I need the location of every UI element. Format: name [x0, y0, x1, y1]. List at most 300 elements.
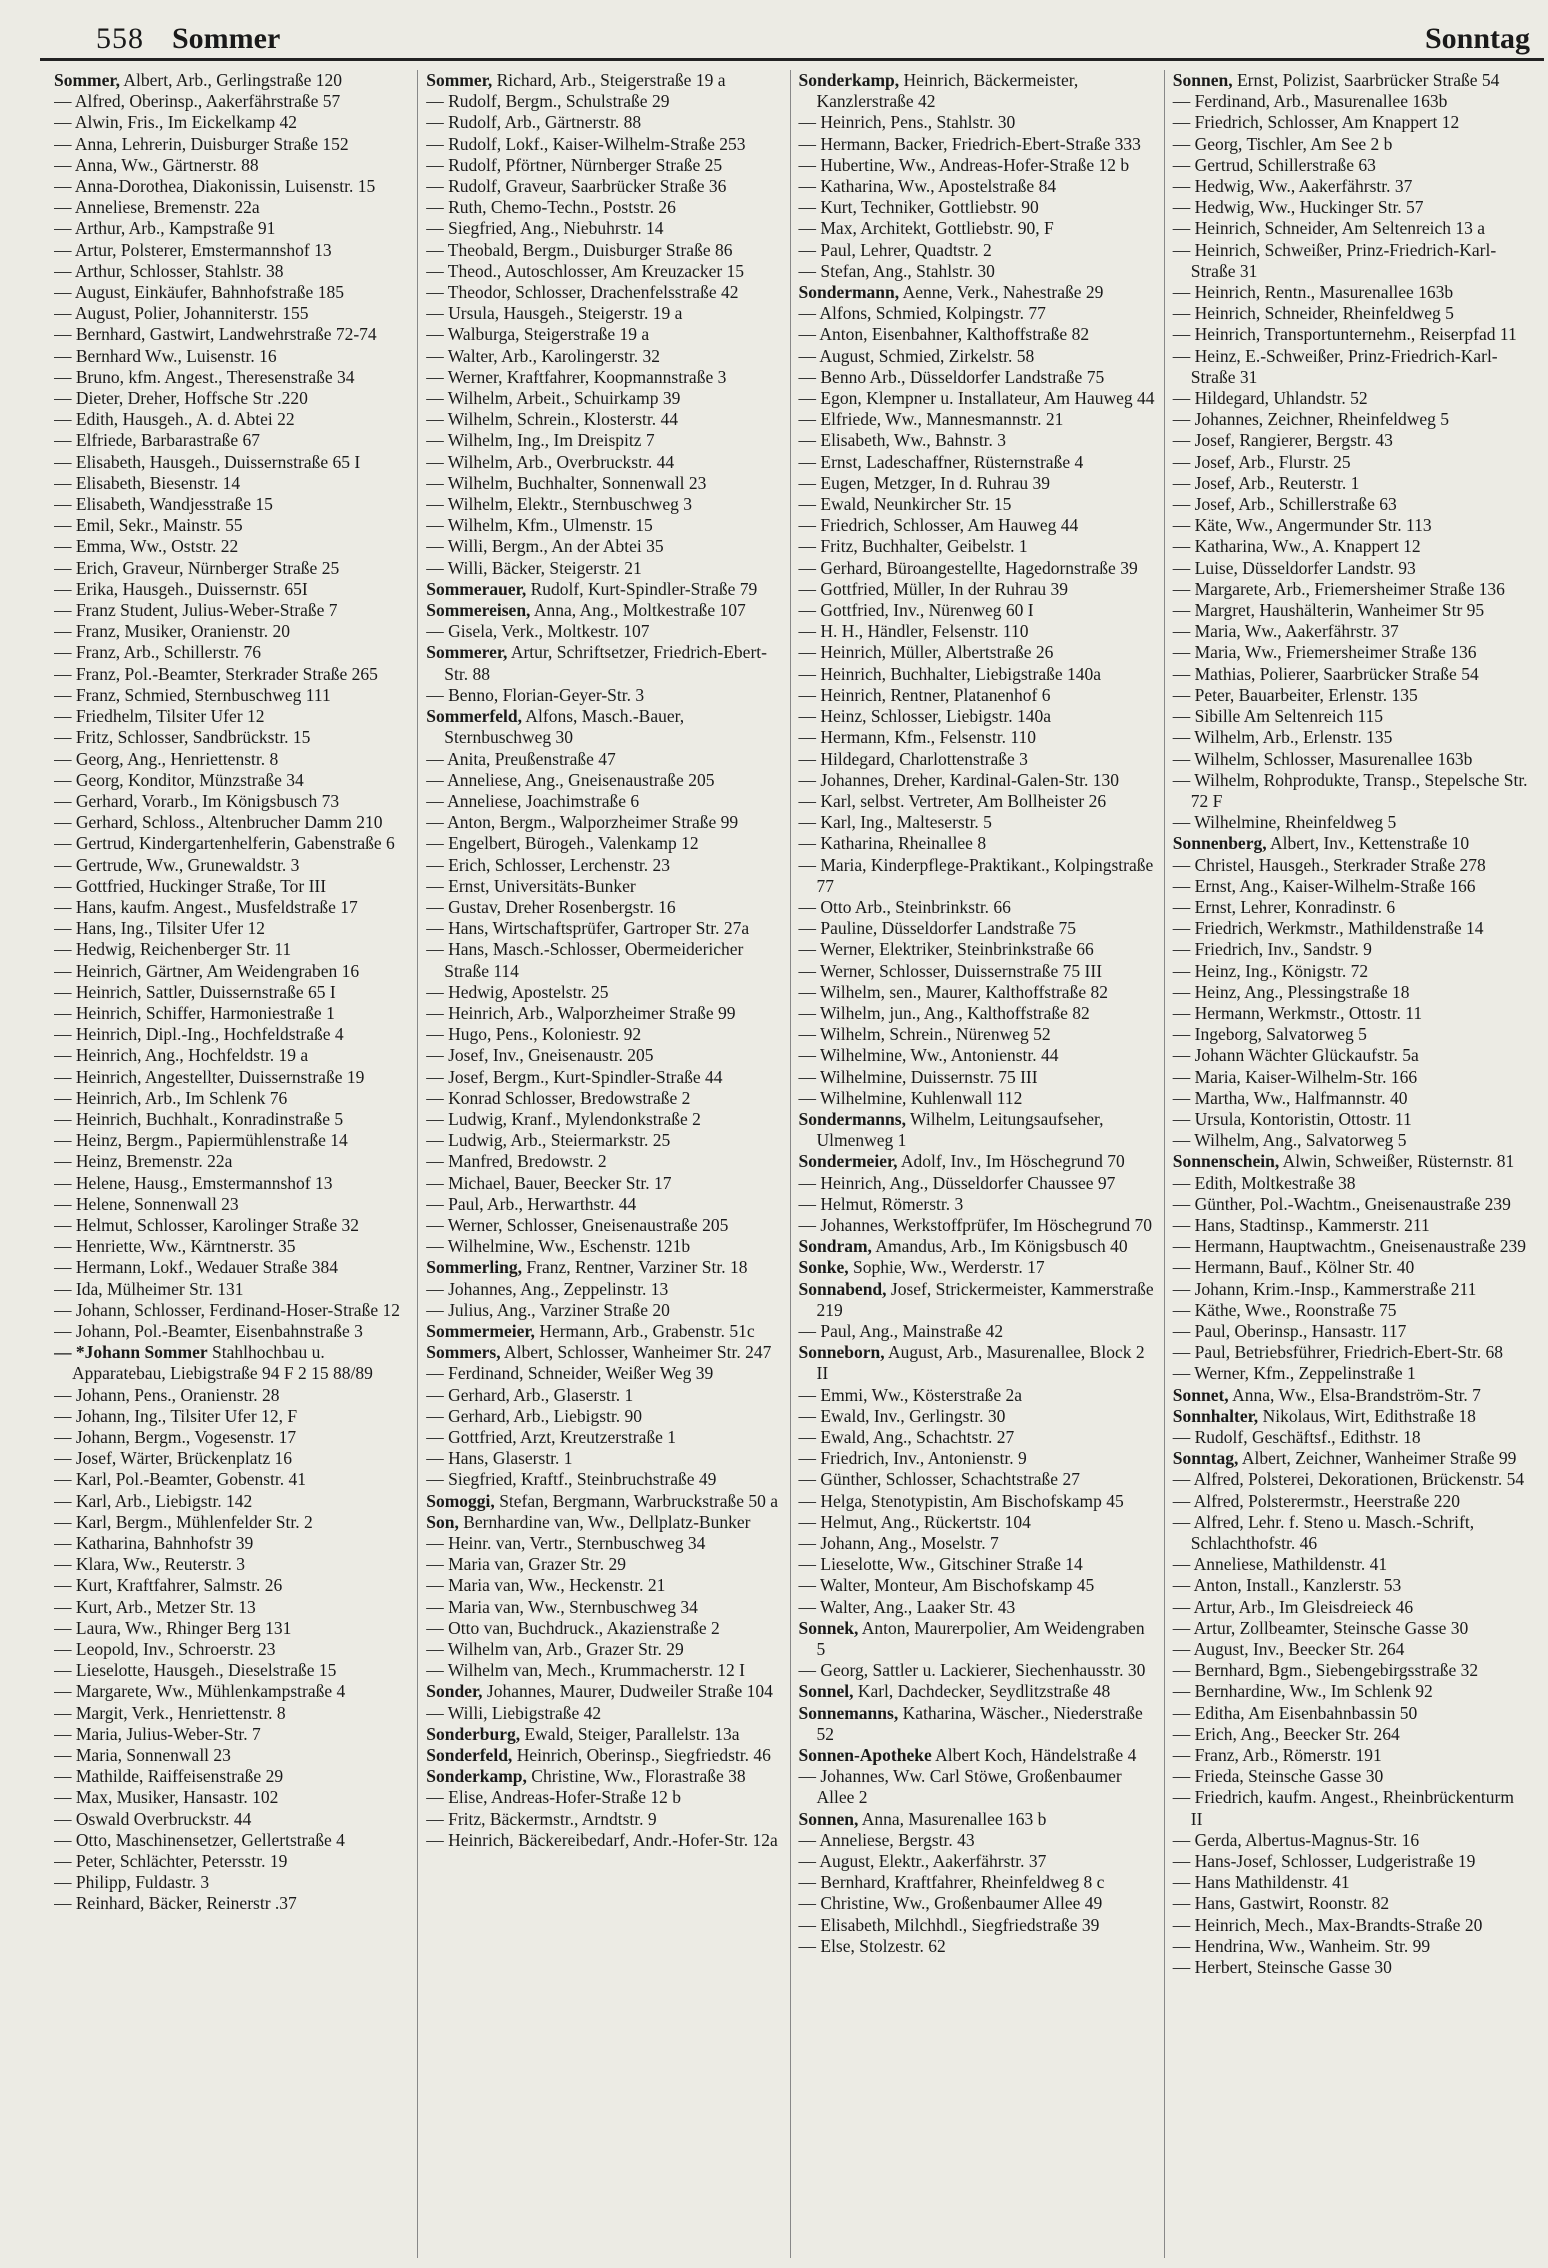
directory-entry	[799, 1406, 1156, 1427]
directory-entry	[426, 918, 781, 939]
directory-entry	[1173, 176, 1528, 197]
entry-details: — Elfriede, Ww., Mannesmannstr. 21	[798, 409, 1064, 430]
entry-details: — Walburga, Steigerstraße 19 a	[426, 324, 650, 345]
entry-details: Anna, Ang., Moltkestraße 107	[530, 600, 746, 621]
entry-details: — Hans, Gastwirt, Roonstr. 82	[1172, 1893, 1390, 1914]
entry-details: — Ferdinand, Schneider, Weißer Weg 39	[426, 1363, 714, 1384]
entry-details: — Laura, Ww., Rhinger Berg 131	[54, 1617, 292, 1638]
entry-details: — Ewald, Neunkircher Str. 15	[798, 494, 1012, 515]
directory-entry	[54, 1003, 409, 1024]
directory-entry	[54, 1618, 409, 1639]
directory-entry	[426, 430, 781, 451]
directory-entry	[54, 600, 409, 621]
entry-details: — Franz, Arb., Schillerstr. 76	[54, 642, 262, 663]
directory-entry	[799, 452, 1156, 473]
directory-entry	[54, 282, 409, 303]
entry-details: — Johann, Bergm., Vogesenstr. 17	[54, 1427, 297, 1447]
directory-entry	[799, 770, 1156, 791]
entry-details: — Ludwig, Kranf., Mylendonkstraße 2	[426, 1108, 701, 1129]
directory-entry	[426, 1809, 781, 1830]
directory-entry	[426, 1236, 781, 1257]
entry-details: — Helene, Sonnenwall 23	[54, 1193, 239, 1214]
directory-entry	[426, 1745, 781, 1766]
entry-details: — Reinhard, Bäcker, Reinerstr .37	[54, 1893, 297, 1914]
entry-details: Christine, Ww., Florastraße 38	[526, 1766, 746, 1787]
directory-entry	[1173, 939, 1528, 960]
entry-details: Stahlhochbau u. Apparatebau, Liebigstraße 94 F 2 15 88/89	[72, 1342, 373, 1384]
entry-surname: Son,	[426, 1511, 459, 1532]
directory-entry	[1173, 1342, 1528, 1363]
directory-entry	[799, 1597, 1156, 1618]
entry-details: — Wilhelm, Rohprodukte, Transp., Stepelsche Str. 72 F	[1172, 769, 1528, 811]
entry-details: — Edith, Hausgeh., A. d. Abtei 22	[54, 409, 295, 430]
entry-details: — Heinrich, Buchhalt., Konradinstraße 5	[54, 1108, 344, 1129]
entry-details: — Heinrich, Schneider, Rheinfeldweg 5	[1172, 303, 1454, 324]
directory-entry	[1173, 558, 1528, 579]
directory-entry	[1173, 1130, 1528, 1151]
entry-details: — Herbert, Steinsche Gasse 30	[1172, 1957, 1392, 1978]
directory-entry	[799, 1872, 1156, 1893]
directory-entry	[426, 621, 781, 642]
entry-details: — Alfred, Lehr. f. Steno u. Masch.-Schrift, Schlachthofstr. 46	[1172, 1511, 1475, 1554]
directory-entry	[1173, 155, 1528, 176]
entry-details: — Maria, Kaiser-Wilhelm-Str. 166	[1172, 1066, 1418, 1087]
entry-details: — Mathias, Polierer, Saarbrücker Straße 54	[1172, 663, 1479, 684]
directory-entry	[1173, 1257, 1528, 1278]
directory-entry	[1173, 579, 1528, 600]
directory-entry	[799, 1385, 1156, 1406]
entry-details: — Pauline, Düsseldorfer Landstraße 75	[798, 918, 1076, 939]
directory-entry	[1173, 1872, 1528, 1893]
directory-entry	[799, 642, 1156, 663]
entry-details: — Georg, Konditor, Münzstraße 34	[54, 769, 304, 790]
entry-surname: Somoggi,	[426, 1490, 495, 1511]
directory-entry	[54, 134, 409, 155]
entry-details: — Wilhelm, Arbeit., Schuirkamp 39	[426, 388, 681, 409]
directory-entry	[799, 1533, 1156, 1554]
directory-entry	[1173, 1448, 1528, 1469]
entry-details: — Artur, Polsterer, Emstermannshof 13	[54, 239, 332, 260]
directory-entry	[426, 1130, 781, 1151]
entry-details: — Otto, Maschinensetzer, Gellertstraße 4	[54, 1829, 345, 1850]
entry-details: — Wilhelm, jun., Ang., Kalthoffstraße 82	[798, 1002, 1090, 1023]
entry-details: — Theod., Autoschlosser, Am Kreuzacker 15	[426, 260, 745, 281]
entry-details: — Maria, Sonnenwall 23	[54, 1745, 231, 1766]
directory-entry	[54, 1660, 409, 1681]
directory-entry	[1173, 1618, 1528, 1639]
directory-entry	[1173, 1703, 1528, 1724]
directory-entry	[54, 91, 409, 112]
directory-entry	[54, 1851, 409, 1872]
page-header	[56, 14, 1540, 62]
entry-details: — Mathilde, Raiffeisenstraße 29	[54, 1766, 284, 1787]
directory-entry	[426, 1491, 781, 1512]
directory-entry	[1173, 1512, 1528, 1554]
directory-entry	[54, 1745, 409, 1766]
directory-entry	[799, 833, 1156, 854]
entry-details: — Ernst, Ladeschaffner, Rüsternstraße 4	[798, 451, 1084, 472]
entry-details: — Johann, Pens., Oranienstr. 28	[54, 1384, 280, 1405]
entry-details: — Alfred, Oberinsp., Aakerfährstraße 57	[54, 91, 341, 112]
entry-details: — Ludwig, Arb., Steiermarkstr. 25	[426, 1130, 671, 1151]
entry-details: — Bruno, kfm. Angest., Theresenstraße 34	[54, 366, 355, 387]
directory-entry	[54, 430, 409, 451]
directory-entry	[54, 1724, 409, 1745]
directory-entry	[426, 1554, 781, 1575]
entry-details: Ernst, Polizist, Saarbrücker Straße 54	[1232, 70, 1500, 90]
column-2	[417, 70, 789, 2258]
directory-entry	[54, 1385, 409, 1406]
directory-entry	[426, 1406, 781, 1427]
directory-entry	[54, 1427, 409, 1448]
entry-details: — August, Inv., Beecker Str. 264	[1172, 1639, 1405, 1660]
entry-surname: Sonderburg,	[426, 1723, 521, 1744]
entry-details: — Henriette, Ww., Kärntnerstr. 35	[54, 1236, 296, 1257]
entry-details: — Ernst, Lehrer, Konradinstr. 6	[1172, 896, 1396, 917]
directory-entry	[426, 1766, 781, 1787]
directory-entry	[54, 452, 409, 473]
directory-entry	[426, 706, 781, 748]
directory-entry	[426, 1151, 781, 1172]
directory-entry	[1173, 324, 1528, 345]
directory-entry	[54, 1130, 409, 1151]
entry-details: — Anneliese, Mathildenstr. 41	[1172, 1554, 1388, 1575]
entry-details: — Hermann, Werkmstr., Ottostr. 11	[1172, 1002, 1423, 1023]
directory-entry	[799, 1194, 1156, 1215]
entry-surname: Sonnabend,	[798, 1278, 887, 1299]
directory-entry	[426, 388, 781, 409]
entry-details: — Werner, Kfm., Zeppelinstraße 1	[1172, 1363, 1416, 1384]
entry-details: — Heinz, Ing., Königstr. 72	[1172, 960, 1369, 981]
directory-entry	[426, 1533, 781, 1554]
directory-entry	[799, 1491, 1156, 1512]
directory-entry	[799, 388, 1156, 409]
entry-surname: Sonnenberg,	[1172, 833, 1267, 854]
entry-details: — Gertrud, Kindergartenhelferin, Gabenstraße 6	[54, 833, 395, 854]
entry-details: — Gerhard, Schloss., Altenbrucher Damm 210	[54, 812, 383, 833]
entry-details: — Heinrich, Buchhalter, Liebigstraße 140a	[798, 663, 1102, 684]
entry-details: — Anna, Ww., Gärtnerstr. 88	[54, 154, 259, 175]
entry-details: — Alwin, Fris., Im Eickelkamp 42	[54, 112, 298, 133]
directory-entry	[1173, 473, 1528, 494]
entry-details: — Hans, Wirtschaftsprüfer, Gartroper Str. 27a	[426, 918, 750, 939]
directory-entry	[54, 1491, 409, 1512]
entry-details: Rudolf, Kurt-Spindler-Straße 79	[526, 578, 758, 599]
entry-details: — Bernhardine, Ww., Im Schlenk 92	[1172, 1681, 1433, 1702]
directory-entry	[426, 324, 781, 345]
entry-details: — Karl, Bergm., Mühlenfelder Str. 2	[54, 1511, 313, 1532]
entry-details: — Bernhard Ww., Luisenstr. 16	[54, 345, 277, 366]
entry-details: — Johannes, Werkstoffprüfer, Im Höschegrund 70	[798, 1214, 1152, 1235]
directory-entry	[426, 876, 781, 897]
entry-details: — Anna-Dorothea, Diakonissin, Luisenstr. 15	[54, 176, 376, 197]
entry-details: — Hans, Glaserstr. 1	[426, 1448, 573, 1469]
directory-entry	[799, 112, 1156, 133]
entry-details: — Paul, Lehrer, Quadtstr. 2	[798, 239, 992, 260]
directory-entry	[54, 961, 409, 982]
header-right-keyword: Sonntag	[1424, 22, 1530, 55]
entry-details: — Heinz, E.-Schweißer, Prinz-Friedrich-Karl-Straße 31	[1172, 345, 1498, 387]
directory-entry	[1173, 70, 1528, 91]
entry-details: — Friedrich, kaufm. Angest., Rheinbrückenturm II	[1172, 1787, 1514, 1829]
directory-entry	[799, 1236, 1156, 1257]
entry-details: — Friedrich, Schlosser, Am Knappert 12	[1172, 112, 1460, 133]
directory-entry	[1173, 1851, 1528, 1872]
directory-entry	[54, 897, 409, 918]
entry-details: — Friedrich, Schlosser, Am Hauweg 44	[798, 515, 1079, 536]
directory-entry	[1173, 1575, 1528, 1596]
entry-surname: Sondermeier,	[798, 1151, 898, 1172]
entry-details: Adolf, Inv., Im Höschegrund 70	[897, 1151, 1125, 1172]
entry-details: — Gottfried, Huckinger Straße, Tor III	[54, 875, 327, 896]
entry-surname: Sonnhalter,	[1172, 1405, 1259, 1426]
entry-details: — Franz Student, Julius-Weber-Straße 7	[54, 600, 338, 621]
entry-details: — Günther, Pol.-Wachtm., Gneisenaustraße 239	[1172, 1193, 1511, 1214]
directory-entry	[426, 1787, 781, 1808]
entry-details: — Anneliese, Joachimstraße 6	[426, 790, 640, 811]
entry-details: — Heinrich, Transportunternehm., Reiserpfad 11	[1172, 324, 1517, 345]
directory-entry	[426, 1639, 781, 1660]
directory-entry	[799, 176, 1156, 197]
directory-entry	[1173, 1003, 1528, 1024]
directory-entry	[799, 1321, 1156, 1342]
entry-details: — Helene, Hausg., Emstermannshof 13	[54, 1172, 333, 1193]
entry-details: — Rudolf, Graveur, Saarbrücker Straße 36	[426, 176, 727, 197]
directory-entry	[1173, 409, 1528, 430]
directory-entry	[1173, 621, 1528, 642]
directory-entry	[1173, 1279, 1528, 1300]
column-1	[54, 70, 417, 2258]
directory-entry	[426, 409, 781, 430]
column-3	[790, 70, 1164, 2258]
directory-entry	[426, 855, 781, 876]
entry-details: — Luise, Düsseldorfer Landstr. 93	[1172, 557, 1416, 578]
directory-entry	[426, 897, 781, 918]
directory-entry	[1173, 706, 1528, 727]
entry-details: — Rudolf, Geschäftsf., Edithstr. 18	[1172, 1427, 1421, 1447]
entry-details: — Gisela, Verk., Moltkestr. 107	[426, 621, 650, 642]
entry-details: August, Arb., Masurenallee, Block 2 II	[816, 1342, 1145, 1384]
directory-entry	[54, 982, 409, 1003]
directory-entry	[1173, 1469, 1528, 1490]
entry-details: — Paul, Ang., Mainstraße 42	[798, 1320, 1004, 1341]
directory-entry	[1173, 536, 1528, 557]
directory-entry	[1173, 515, 1528, 536]
directory-entry	[799, 1427, 1156, 1448]
entry-details: — Helmut, Schlosser, Karolinger Straße 32	[54, 1214, 360, 1235]
directory-entry	[54, 1554, 409, 1575]
entry-details: — Georg, Ang., Henriettenstr. 8	[54, 748, 279, 769]
directory-entry	[799, 749, 1156, 770]
directory-entry	[799, 579, 1156, 600]
entry-details: Franz, Rentner, Varziner Str. 18	[522, 1257, 748, 1278]
directory-entry	[799, 1893, 1156, 1914]
directory-entry	[426, 1703, 781, 1724]
entry-details: — Bernhard, Gastwirt, Landwehrstraße 72-74	[54, 324, 377, 345]
entry-details: — Johann Wächter Glückaufstr. 5a	[1172, 1045, 1419, 1066]
directory-entry	[426, 812, 781, 833]
directory-entry	[54, 770, 409, 791]
directory-entry	[54, 749, 409, 770]
entry-details: — Johannes, Dreher, Kardinal-Galen-Str. 130	[798, 769, 1120, 790]
entry-details: — Benno, Florian-Geyer-Str. 3	[426, 684, 645, 705]
entry-details: — Hans Mathildenstr. 41	[1172, 1872, 1350, 1893]
directory-entry	[799, 1681, 1156, 1702]
entry-details: — Friedrich, Werkmstr., Mathildenstraße 14	[1172, 918, 1484, 939]
entry-surname: Sonneborn,	[798, 1342, 885, 1363]
directory-entry	[54, 939, 409, 960]
directory-entry	[426, 1067, 781, 1088]
entry-details: — Max, Architekt, Gottliebstr. 90, F	[798, 218, 1054, 239]
directory-entry	[1173, 134, 1528, 155]
directory-entry	[54, 1024, 409, 1045]
entry-details: — Johannes, Ang., Zeppelinstr. 13	[426, 1278, 669, 1299]
entry-details: — Alfons, Schmied, Kolpingstr. 77	[798, 303, 1046, 324]
directory-entry	[1173, 1088, 1528, 1109]
entry-details: — Karl, selbst. Vertreter, Am Bollheister 26	[798, 790, 1107, 811]
entry-details: — Anton, Bergm., Walporzheimer Straße 99	[426, 812, 739, 833]
directory-entry	[1173, 112, 1528, 133]
entry-details: — Heinrich, Schneider, Am Seltenreich 13 a	[1172, 218, 1486, 239]
entry-details: — Rudolf, Arb., Gärtnerstr. 88	[426, 112, 642, 133]
entry-details: Karl, Dachdecker, Seydlitzstraße 48	[853, 1681, 1111, 1702]
directory-entry	[426, 1597, 781, 1618]
directory-entry	[799, 961, 1156, 982]
entry-details: — Manfred, Bredowstr. 2	[426, 1151, 607, 1172]
entry-details: — Heinrich, Rentn., Masurenallee 163b	[1172, 282, 1454, 303]
entry-details: Anton, Maurerpolier, Am Weidengraben 5	[816, 1617, 1145, 1660]
entry-details: Heinrich, Bäckermeister, Kanzlerstraße 42	[816, 70, 1079, 112]
entry-details: Katharina, Wäscher., Niederstraße 52	[816, 1702, 1143, 1744]
directory-entry	[426, 1003, 781, 1024]
entry-details: — Wilhelmine, Duissernstr. 75 III	[798, 1066, 1038, 1087]
entry-details: — Anneliese, Bremenstr. 22a	[54, 197, 260, 218]
directory-entry	[799, 1173, 1156, 1194]
directory-entry	[1173, 876, 1528, 897]
entry-details: — Maria van, Ww., Sternbuschweg 34	[426, 1596, 698, 1617]
entry-details: — Wilhelm, Elektr., Sternbuschweg 3	[426, 494, 693, 515]
entry-details: — August, Elektr., Aakerfährstr. 37	[798, 1851, 1047, 1872]
directory-entry	[1173, 1067, 1528, 1088]
directory-entry	[1173, 1173, 1528, 1194]
directory-entry	[426, 982, 781, 1003]
entry-details: — Anton, Eisenbahner, Kalthoffstraße 82	[798, 324, 1090, 345]
entry-details: — Max, Musiker, Hansastr. 102	[54, 1787, 279, 1808]
directory-entry	[1173, 1787, 1528, 1829]
entry-details: Richard, Arb., Steigerstraße 19 a	[492, 70, 726, 90]
directory-entry	[54, 791, 409, 812]
directory-entry	[1173, 1151, 1528, 1172]
directory-entry	[799, 282, 1156, 303]
entry-details: — Heinrich, Ang., Hochfeldstr. 19 a	[54, 1045, 309, 1066]
directory-entry	[54, 1406, 409, 1427]
entry-details: — Rudolf, Pförtner, Nürnberger Straße 25	[426, 154, 723, 175]
directory-entry	[1173, 897, 1528, 918]
directory-entry	[54, 1830, 409, 1851]
entry-details: — Heinz, Schlosser, Liebigstr. 140a	[798, 706, 1052, 727]
entry-details: — Gottfried, Inv., Nürenweg 60 I	[798, 600, 1034, 621]
entry-details: Albert, Arb., Gerlingstraße 120	[119, 70, 343, 90]
entry-details: — Heinrich, Arb., Walporzheimer Straße 99	[426, 1002, 736, 1023]
entry-details: — Friedrich, Inv., Antonienstr. 9	[798, 1448, 1027, 1469]
directory-entry	[799, 218, 1156, 239]
entry-details: — Josef, Arb., Schillerstraße 63	[1172, 494, 1397, 515]
entry-details: — Gertrude, Ww., Grunewaldstr. 3	[54, 854, 300, 875]
directory-entry	[54, 1194, 409, 1215]
directory-entry	[54, 855, 409, 876]
entry-details: — Hans-Josef, Schlosser, Ludgeristraße 19	[1172, 1851, 1476, 1872]
entry-details: — Josef, Arb., Reuterstr. 1	[1172, 472, 1360, 493]
entry-details: — Ida, Mülheimer Str. 131	[54, 1278, 244, 1299]
entry-details: — Helga, Stenotypistin, Am Bischofskamp 45	[798, 1490, 1124, 1511]
directory-entry	[426, 1618, 781, 1639]
directory-entry	[54, 685, 409, 706]
entry-details: — Erich, Graveur, Nürnberger Straße 25	[54, 557, 340, 578]
directory-entry	[1173, 1024, 1528, 1045]
directory-entry	[1173, 1406, 1528, 1427]
entry-details: Amandus, Arb., Im Königsbusch 40	[871, 1236, 1128, 1257]
entry-details: — Hermann, Hauptwachtm., Gneisenaustraße 239	[1172, 1236, 1527, 1257]
entry-details: Johannes, Maurer, Dudweiler Straße 104	[482, 1681, 773, 1702]
entry-details: — Fritz, Schlosser, Sandbrückstr. 15	[54, 727, 311, 748]
directory-entry	[54, 261, 409, 282]
entry-details: — Katharina, Ww., Apostelstraße 84	[798, 176, 1057, 197]
directory-entry	[54, 1321, 409, 1342]
directory-entry	[54, 70, 409, 91]
directory-entry	[1173, 452, 1528, 473]
directory-entry	[799, 1936, 1156, 1957]
entry-surname: Sonnemanns,	[798, 1702, 899, 1723]
entry-surname: Sonnek,	[798, 1617, 859, 1638]
directory-entry	[1173, 1363, 1528, 1384]
directory-entry	[54, 1236, 409, 1257]
directory-entry	[54, 1300, 409, 1321]
directory-entry	[54, 579, 409, 600]
entry-surname: Sommerling,	[426, 1257, 523, 1278]
entry-details: — Wilhelm, Ing., Im Dreispitz 7	[426, 430, 655, 451]
directory-entry	[54, 1639, 409, 1660]
directory-entry	[426, 1257, 781, 1278]
directory-entry	[54, 218, 409, 239]
entry-details: — Heinrich, Schiffer, Harmoniestraße 1	[54, 1002, 335, 1023]
directory-entry	[799, 685, 1156, 706]
entry-details: — Johann, Krim.-Insp., Kammerstraße 211	[1172, 1278, 1477, 1299]
entry-details: — Stefan, Ang., Stahlstr. 30	[798, 260, 995, 281]
directory-entry	[426, 770, 781, 791]
directory-entry	[1173, 685, 1528, 706]
directory-entry	[1173, 749, 1528, 770]
directory-entry	[426, 1109, 781, 1130]
entry-details: — Gertrud, Schillerstraße 63	[1172, 154, 1376, 175]
directory-entry	[426, 791, 781, 812]
directory-entry	[1173, 812, 1528, 833]
directory-entry	[426, 1215, 781, 1236]
directory-entry	[426, 367, 781, 388]
entry-details: — Hedwig, Apostelstr. 25	[426, 981, 609, 1002]
entry-details: — Heinrich, Rentner, Platanenhof 6	[798, 684, 1051, 705]
entry-details: — Frieda, Steinsche Gasse 30	[1172, 1766, 1384, 1787]
directory-entry	[799, 367, 1156, 388]
directory-entry	[799, 918, 1156, 939]
directory-entry	[799, 791, 1156, 812]
directory-entry	[1173, 1681, 1528, 1702]
directory-entry	[1173, 1936, 1528, 1957]
entry-details: — Käte, Ww., Angermunder Str. 113	[1172, 515, 1432, 536]
entry-details: — Günther, Schlosser, Schachtstraße 27	[798, 1469, 1080, 1490]
entry-details: — Sibille Am Seltenreich 115	[1172, 706, 1384, 727]
entry-details: — Elfriede, Barbarastraße 67	[54, 430, 261, 451]
directory-entry	[54, 1703, 409, 1724]
